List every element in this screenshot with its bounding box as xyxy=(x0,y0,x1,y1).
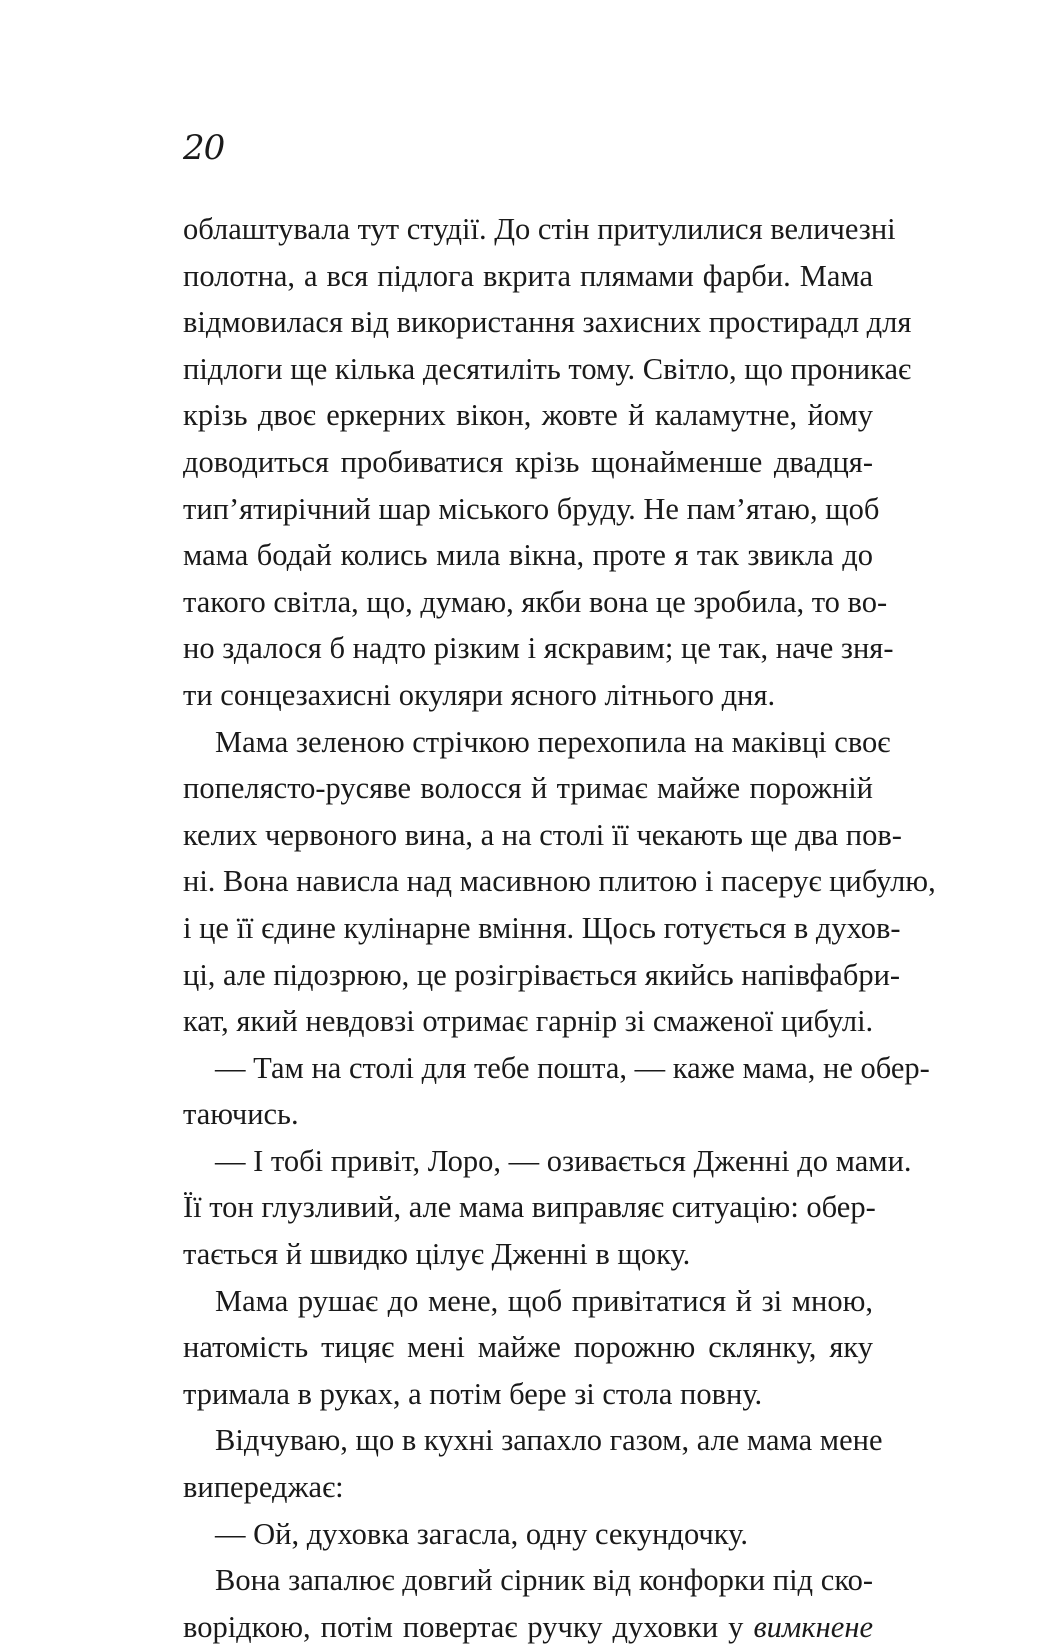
text-line: відмовилася від використання захисних простирадл для xyxy=(183,305,912,340)
text-line: тип’ятирічний шар міського бруду. Не пам’ятаю, щоб xyxy=(183,491,880,526)
paragraph xyxy=(183,1045,930,1138)
paragraph xyxy=(183,1511,873,1558)
text-line: тається й швидко цілує Дженні в щоку. xyxy=(183,1237,691,1272)
text-line: ці, але підозрюю, це розігрівається якийсь напівфабри- xyxy=(183,957,901,992)
text-line: кат, який невдовзі отримає гарнір зі смаженої цибулі. xyxy=(183,1004,874,1039)
text-line: Вона запалює довгий сірник від конфорки під ско- xyxy=(215,1563,873,1598)
page-number: 20 xyxy=(183,128,225,168)
text-line: — Там на столі для тебе пошта, — каже мама, не обер- xyxy=(215,1050,930,1085)
paragraph xyxy=(183,1138,912,1278)
text-line: тримала в руках, а потім бере зі стола повну. xyxy=(183,1376,763,1411)
text-line: попелясто-русяве волосся й тримає майже порожній xyxy=(183,771,873,806)
text-line: но здалося б надто різким і яскравим; це так, наче зня- xyxy=(183,631,894,666)
paragraph xyxy=(183,1557,873,1650)
paragraph xyxy=(183,206,912,719)
body-text xyxy=(183,206,936,1650)
text-line: — Ой, духовка загасла, одну секундочку. xyxy=(215,1516,748,1551)
text-line: Відчуваю, що в кухні запахло газом, але мама мене xyxy=(215,1423,883,1458)
text-line: ні. Вона нависла над масивною плитою і пасерує цибулю, xyxy=(183,864,936,899)
text-line: мама бодай колись мила вікна, проте я так звикла до xyxy=(183,538,873,573)
italic-word: вимкнене xyxy=(753,1609,873,1644)
text-line-mixed xyxy=(183,1604,873,1650)
text-line: підлоги ще кілька десятиліть тому. Світло, що проникає xyxy=(183,351,912,386)
paragraph xyxy=(183,1417,883,1510)
paragraph xyxy=(183,1278,873,1418)
text-line: ти сонцезахисні окуляри ясного літнього дня. xyxy=(183,677,776,712)
paragraph xyxy=(183,719,936,1045)
text-line: келих червоного вина, а на столі її чекають ще два пов- xyxy=(183,817,902,852)
text-line: Мама зеленою стрічкою перехопила на маківці своє xyxy=(215,724,891,759)
text-line: випереджає: xyxy=(183,1470,344,1505)
text-fragment: ворідкою, потім повертає ручку духовки у xyxy=(183,1609,754,1644)
text-line: полотна, а вся підлога вкрита плямами фарби. Мама xyxy=(183,258,873,293)
text-line: облаштувала тут студії. До стін притулилися величезні xyxy=(183,212,896,246)
text-line: такого світла, що, думаю, якби вона це зробила, то во- xyxy=(183,584,888,619)
text-line: і це її єдине кулінарне вміння. Щось готується в духов- xyxy=(183,910,901,945)
text-line: Її тон глузливий, але мама виправляє ситуацію: обер- xyxy=(183,1190,876,1225)
text-line: Мама рушає до мене, щоб привітатися й зі мною, xyxy=(215,1283,873,1318)
text-line: крізь двоє еркерних вікон, жовте й каламутне, йому xyxy=(183,398,873,433)
text-line: — І тобі привіт, Лоро, — озивається Дженні до мами. xyxy=(215,1143,912,1178)
text-line: таючись. xyxy=(183,1097,299,1132)
text-line: доводиться пробиватися крізь щонайменше двадця- xyxy=(183,444,873,479)
text-line: натомість тицяє мені майже порожню склянку, яку xyxy=(183,1330,873,1365)
